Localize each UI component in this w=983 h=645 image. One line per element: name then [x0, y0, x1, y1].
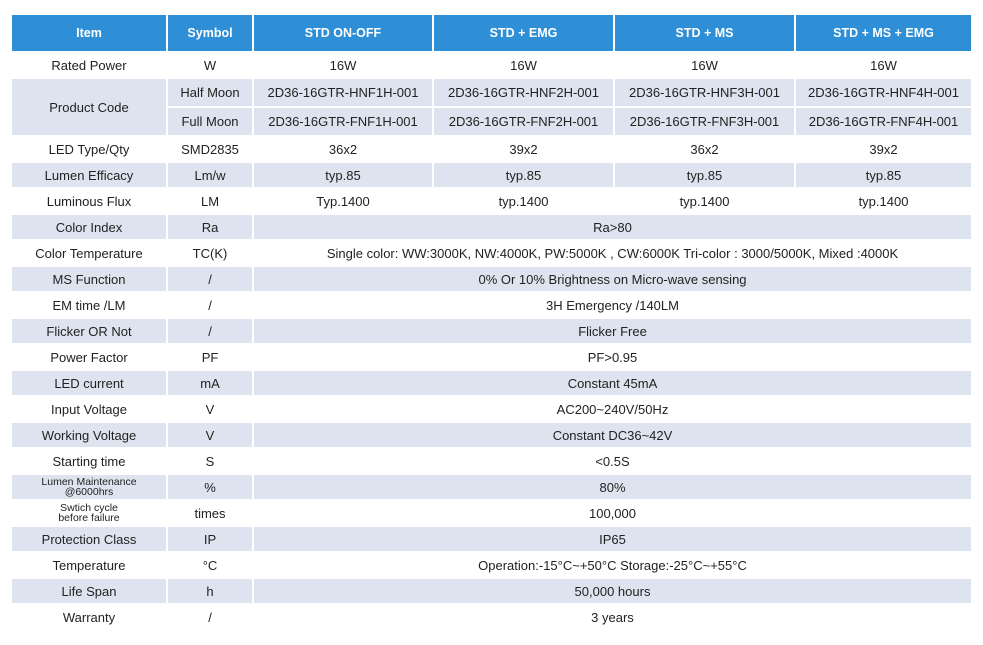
row-value: 2D36-16GTR-FNF4H-001: [795, 107, 972, 136]
row-value: typ.85: [433, 162, 614, 188]
row-item: LED current: [12, 370, 167, 396]
row-item: Power Factor: [12, 344, 167, 370]
row-symbol: h: [167, 578, 253, 604]
row-value: IP65: [253, 526, 972, 552]
row-value: Typ.1400: [253, 188, 433, 214]
row-symbol: V: [167, 422, 253, 448]
row-value: 36x2: [253, 136, 433, 162]
row-value: 16W: [795, 52, 972, 78]
row-item: LED Type/Qty: [12, 136, 167, 162]
row-symbol: W: [167, 52, 253, 78]
row-symbol: TC(K): [167, 240, 253, 266]
table-row: [12, 318, 972, 344]
row-value: typ.1400: [614, 188, 795, 214]
row-symbol: /: [167, 604, 253, 630]
row-symbol: /: [167, 292, 253, 318]
row-symbol: V: [167, 396, 253, 422]
row-symbol: /: [167, 318, 253, 344]
row-value: 2D36-16GTR-HNF1H-001: [253, 78, 433, 107]
row-value: typ.85: [795, 162, 972, 188]
row-value: 16W: [614, 52, 795, 78]
table-row: [12, 266, 972, 292]
row-value: Ra>80: [253, 214, 972, 240]
table-row: [12, 422, 972, 448]
row-value: 36x2: [614, 136, 795, 162]
row-value: Flicker Free: [253, 318, 972, 344]
row-item: Protection Class: [12, 526, 167, 552]
row-item: Product Code: [12, 78, 167, 136]
table-row: [12, 214, 972, 240]
row-value: 2D36-16GTR-HNF4H-001: [795, 78, 972, 107]
row-symbol: IP: [167, 526, 253, 552]
row-item: Working Voltage: [12, 422, 167, 448]
header-std-on-off: STD ON-OFF: [253, 15, 433, 52]
row-value: 16W: [253, 52, 433, 78]
table-row-lumen-efficacy: [12, 162, 972, 188]
row-item: Rated Power: [12, 52, 167, 78]
row-value: 39x2: [433, 136, 614, 162]
row-item: Starting time: [12, 448, 167, 474]
row-symbol: Full Moon: [167, 107, 253, 136]
row-value: 100,000: [253, 500, 972, 526]
row-value: Single color: WW:3000K, NW:4000K, PW:5000K , CW:6000K Tri-color : 3000/5000K, Mixed :4000K: [253, 240, 972, 266]
row-value: 39x2: [795, 136, 972, 162]
row-value: 3H Emergency /140LM: [253, 292, 972, 318]
row-value: PF>0.95: [253, 344, 972, 370]
header-item: Item: [12, 15, 167, 52]
table-row: [12, 526, 972, 552]
table-row: [12, 500, 972, 526]
row-item: Warranty: [12, 604, 167, 630]
row-symbol: mA: [167, 370, 253, 396]
row-symbol: Lm/w: [167, 162, 253, 188]
table-row: [12, 604, 972, 630]
table-row: [12, 396, 972, 422]
row-item: Life Span: [12, 578, 167, 604]
table-row: [12, 448, 972, 474]
row-item: Temperature: [12, 552, 167, 578]
row-symbol: SMD2835: [167, 136, 253, 162]
row-item: Input Voltage: [12, 396, 167, 422]
table-row: [12, 292, 972, 318]
row-item: MS Function: [12, 266, 167, 292]
row-value: 16W: [433, 52, 614, 78]
header-std-ms: STD + MS: [614, 15, 795, 52]
row-value: Constant 45mA: [253, 370, 972, 396]
table-row-led-type: [12, 136, 972, 162]
row-symbol: PF: [167, 344, 253, 370]
row-item: Luminous Flux: [12, 188, 167, 214]
row-item: EM time /LM: [12, 292, 167, 318]
table-row: [12, 552, 972, 578]
row-symbol: S: [167, 448, 253, 474]
row-item: Color Temperature: [12, 240, 167, 266]
table-row-rated-power: [12, 52, 972, 78]
table-row: [12, 370, 972, 396]
row-value: 2D36-16GTR-FNF3H-001: [614, 107, 795, 136]
row-symbol: times: [167, 500, 253, 526]
row-value: typ.1400: [433, 188, 614, 214]
row-item: Color Index: [12, 214, 167, 240]
row-value: AC200~240V/50Hz: [253, 396, 972, 422]
row-symbol: /: [167, 266, 253, 292]
row-item: Lumen Efficacy: [12, 162, 167, 188]
row-value: typ.1400: [795, 188, 972, 214]
header-row: [12, 15, 972, 52]
spec-table: [12, 15, 973, 631]
row-symbol: Half Moon: [167, 78, 253, 107]
row-value: 0% Or 10% Brightness on Micro-wave sensing: [253, 266, 972, 292]
row-value: 3 years: [253, 604, 972, 630]
row-value: 80%: [253, 474, 972, 500]
row-value: Constant DC36~42V: [253, 422, 972, 448]
row-value: typ.85: [253, 162, 433, 188]
row-value: typ.85: [614, 162, 795, 188]
table-row: [12, 578, 972, 604]
row-symbol: %: [167, 474, 253, 500]
table-row: [12, 344, 972, 370]
row-value: 50,000 hours: [253, 578, 972, 604]
table-row-luminous-flux: [12, 188, 972, 214]
row-value: 2D36-16GTR-FNF2H-001: [433, 107, 614, 136]
row-value: 2D36-16GTR-HNF2H-001: [433, 78, 614, 107]
table-row: [12, 474, 972, 500]
row-value: Operation:-15°C~+50°C Storage:-25°C~+55°C: [253, 552, 972, 578]
row-item: Flicker OR Not: [12, 318, 167, 344]
header-symbol: Symbol: [167, 15, 253, 52]
row-value: 2D36-16GTR-FNF1H-001: [253, 107, 433, 136]
header-std-ms-emg: STD + MS + EMG: [795, 15, 972, 52]
header-std-emg: STD + EMG: [433, 15, 614, 52]
row-value: 2D36-16GTR-HNF3H-001: [614, 78, 795, 107]
table-row-product-code-half: [12, 78, 972, 107]
row-symbol: Ra: [167, 214, 253, 240]
table-row: [12, 240, 972, 266]
row-symbol: LM: [167, 188, 253, 214]
row-item: Lumen Maintenance @6000hrs: [12, 474, 167, 500]
row-item: Swtich cycle before failure: [12, 500, 167, 526]
row-symbol: °C: [167, 552, 253, 578]
row-value: <0.5S: [253, 448, 972, 474]
